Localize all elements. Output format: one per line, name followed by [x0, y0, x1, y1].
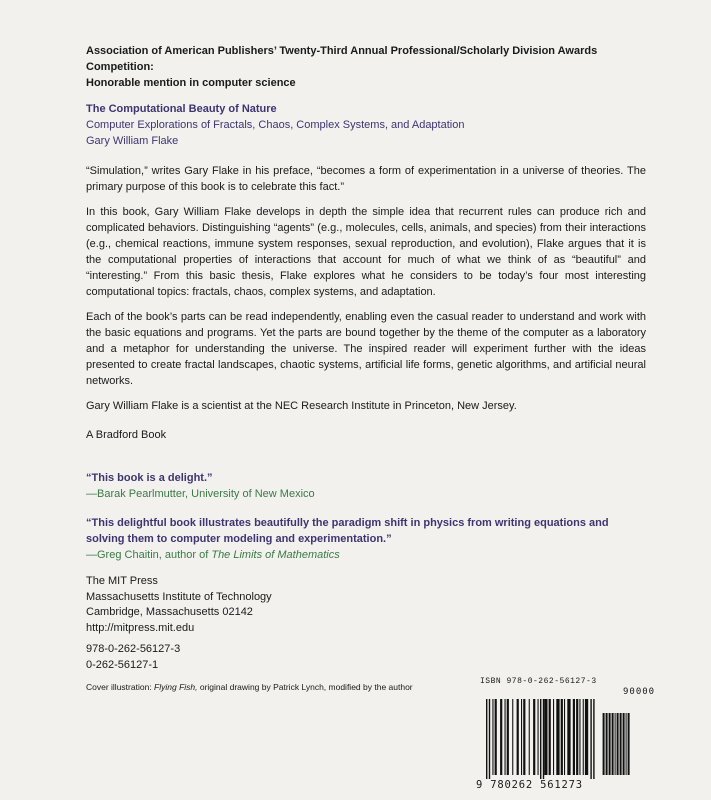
book-title: The Computational Beauty of Nature [86, 103, 277, 115]
isbn-13: 978-0-262-56127-3 [86, 643, 181, 655]
barcode-bar [615, 713, 616, 775]
award-notice [86, 43, 646, 91]
barcode-bar [606, 713, 608, 775]
barcode-bar [590, 699, 591, 779]
barcode-bar [623, 713, 625, 775]
barcode-bar [505, 699, 506, 775]
paragraph-preface-quote: “Simulation,” writes Gary Flake in his preface, “becomes a form of experimentation in a universe of theories. The primary purpose of this book is to celebrate this fact.” [86, 165, 646, 193]
barcode-bar [507, 699, 509, 775]
barcode-bar [626, 713, 627, 775]
barcode-isbn-label: ISBN 978-0-262-56127-3 [480, 677, 597, 686]
attribution-prefix: —Greg Chaitin, author of [86, 549, 212, 561]
barcode-ean-digits: 9 780262 561273 [476, 779, 583, 791]
award-line-1: Association of American Publishers’ Twenty-Third Annual Professional/Scholarly Division Awards [86, 45, 598, 57]
barcode-bar [486, 699, 487, 779]
barcode [476, 677, 681, 792]
barcode-bar [495, 699, 497, 775]
attribution-book-title: The Limits of Mathematics [211, 549, 340, 561]
barcode-bar [521, 699, 522, 775]
barcode-bar [628, 713, 630, 775]
cover-art-title: Flying Fish, [154, 682, 198, 692]
barcode-bar [543, 699, 544, 779]
cover-credit [86, 682, 413, 692]
book-author: Gary William Flake [86, 135, 179, 147]
publisher-url[interactable]: http://mitpress.mit.edu [86, 621, 195, 634]
barcode-bar [544, 699, 547, 775]
barcode-bar [533, 699, 535, 775]
barcode-bar [553, 699, 554, 775]
barcode-bar [492, 699, 493, 775]
barcode-bar [576, 699, 578, 775]
barcode-bar [603, 713, 605, 775]
barcode-bars [476, 699, 681, 779]
barcode-bar [540, 699, 541, 779]
publisher-info [86, 574, 646, 673]
barcode-bar [489, 699, 490, 779]
cover-credit-prefix: Cover illustration: [86, 682, 155, 692]
barcode-bar [612, 713, 614, 775]
barcode-price-code: 90000 [623, 687, 656, 697]
barcode-bar [529, 699, 530, 775]
barcode-bar [538, 699, 539, 775]
blurb-2 [86, 515, 646, 563]
barcode-bar [573, 699, 575, 775]
barcode-bar [523, 699, 525, 775]
barcode-bar [620, 713, 622, 775]
blurb-text: “This book is a delight.” [86, 472, 213, 484]
barcode-bar [517, 699, 519, 775]
barcode-bar [500, 699, 502, 775]
barcode-bar [561, 699, 563, 775]
blurb-1 [86, 470, 646, 502]
book-info [86, 101, 646, 149]
barcode-bar [583, 699, 584, 775]
barcode-bar [609, 713, 611, 775]
barcode-bar [593, 699, 594, 779]
barcode-bar [617, 713, 619, 775]
blurb-attribution [86, 547, 646, 563]
isbn-10: 0-262-56127-1 [86, 658, 159, 671]
publisher-institute: Massachusetts Institute of Technology [86, 590, 272, 603]
imprint-note: A Bradford Book [86, 429, 167, 441]
barcode-bar [564, 699, 565, 775]
blurb-attribution: —Barak Pearlmutter, University of New Mexico [86, 488, 315, 500]
barcode-bar [549, 699, 551, 775]
publisher-city: Cambridge, Massachusetts 02142 [86, 606, 253, 618]
barcode-bar [585, 699, 588, 775]
award-line-3: Honorable mention in computer science [86, 77, 296, 89]
barcode-bar [579, 699, 580, 775]
barcode-bar [512, 699, 513, 775]
paragraph-parts: Each of the book’s parts can be read independently, enabling even the casual reader to understand and work with the basic equations and programs. Yet the parts are bound together by the theme of the computer as a laboratory and a metaphor for understanding the universe. The inspired reader will experiment further with the ideas presented to create fractal landscapes, chaotic systems, artificial life forms, genetic algorithms, and artificial neural networks. [86, 311, 646, 387]
cover-credit-suffix: original drawing by Patrick Lynch, modified by the author [197, 682, 413, 692]
barcode-bar [556, 699, 559, 775]
paragraph-description: In this book, Gary William Flake develops in depth the simple idea that recurrent rules can produce rich and complicated behaviors. Distinguishing “agents” (e.g., molecules, cells, animals, and species) from their interactions (e.g., chemical reactions, immune system responses, sexual reproduction, and evolution), Flake argues that it is the computational properties of interactions that account for much of what we think of as “beautiful” and “interesting.” From this basic thesis, Flake explores what he considers to be today’s four most interesting computational topics: fractals, chaos, complex systems, and adaptation. [86, 206, 646, 298]
author-bio: Gary William Flake is a scientist at the NEC Research Institute in Princeton, New Jersey. [86, 400, 517, 412]
barcode-bar [567, 699, 570, 775]
publisher-name: The MIT Press [86, 575, 158, 587]
blurb-text: “This delightful book illustrates beautifully the paradigm shift in physics from writing equations and solving them to computer modeling and experimentation.” [86, 517, 609, 545]
book-subtitle: Computer Explorations of Fractals, Chaos, Complex Systems, and Adaptation [86, 119, 465, 131]
award-line-2: Competition: [86, 61, 154, 73]
